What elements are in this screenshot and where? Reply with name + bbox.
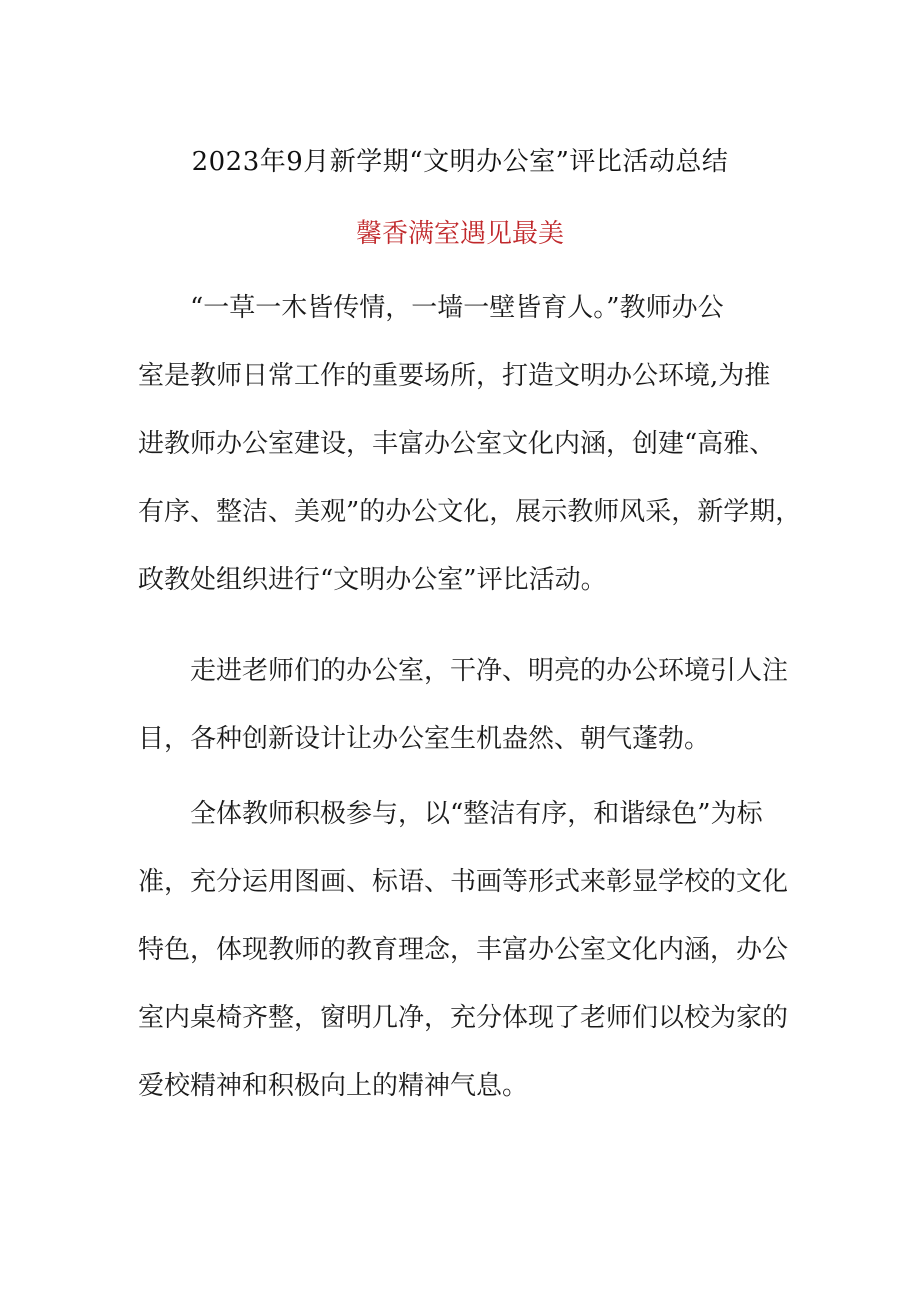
paragraph-line: 室是教师日常工作的重要场所，打造文明办公环境,为推 (138, 361, 771, 391)
paragraph-line: 政教处组织进行“文明办公室”评比活动。 (138, 565, 607, 595)
paragraph-line: 进教师办公室建设，丰富办公室文化内涵，创建“高雅、 (138, 429, 776, 459)
paragraph-line: 目，各种创新设计让办公室生机盎然、朝气蓬勃。 (138, 724, 711, 754)
paragraph-intro (138, 274, 802, 614)
document-subtitle: 馨香满室遇见最美 (355, 219, 564, 249)
paragraph-line: 走进老师们的办公室，干净、明亮的办公环境引人注 (190, 656, 789, 686)
document-title: 2023年9月新学期“文明办公室”评比活动总结 (191, 147, 729, 177)
paragraph-line: “一草一木皆传情，一墙一壁皆育人。”教师办公 (190, 293, 724, 323)
paragraph-line: 爱校精神和积极向上的精神气息。 (138, 1071, 529, 1101)
paragraph-line: 室内桌椅齐整，窗明几净，充分体现了老师们以校为家的 (138, 1003, 789, 1033)
paragraph-line: 全体教师积极参与，以“整洁有序，和谐绿色”为标 (190, 799, 763, 829)
paragraph-line: 准，充分运用图画、标语、书画等形式来彰显学校的文化 (138, 867, 789, 897)
paragraph-line: 特色，体现教师的教育理念，丰富办公室文化内涵，办公 (138, 935, 789, 965)
paragraph-teacher-participation (138, 780, 798, 1120)
paragraph-line: 有序、整洁、美观”的办公文化，展示教师风采，新学期， (138, 497, 802, 527)
paragraph-office-environment (138, 637, 798, 773)
